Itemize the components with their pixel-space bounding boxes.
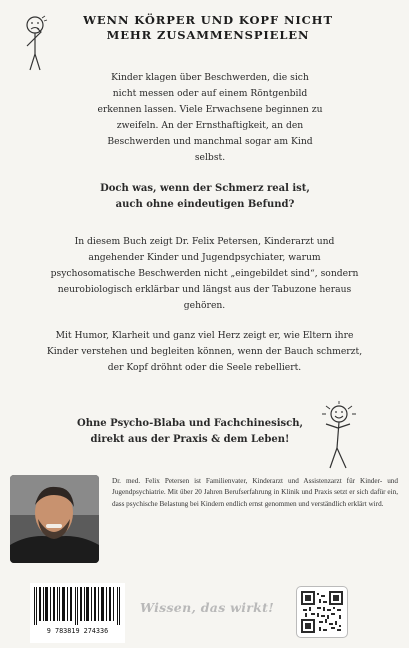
book-line: gehören. (183, 300, 226, 311)
intro-line: Beschwerden und manchmal sogar am Kind (107, 136, 313, 147)
intro-paragraph (60, 70, 360, 166)
isbn-barcode (30, 583, 125, 643)
book-line: psychosomatische Beschwerden nicht „eingebildet sind“, sondern (50, 268, 359, 279)
intro-line: selbst. (194, 152, 226, 163)
question-heading (55, 181, 355, 213)
question-line: auch ohne eindeutigen Befund? (115, 199, 295, 210)
author-photo (10, 475, 99, 563)
intro-line: erkennen lassen. Viele Erwachsene beginnen zu (97, 104, 323, 115)
author-bio: Dr. med. Felix Petersen ist Familienvater, Kinderarzt und Assistenzarzt für Kinder- und Jugendpsychiatrie. Mit über 20 Jahren Berufserfahrung in Klinik und Praxis setzt er sich dafür ein, dass psychische Belastung bei Kindern endlich ernst genommen und verständlich erklärt wird. (112, 477, 398, 508)
title-line-2: MEHR ZUSAMMENSPIELEN (106, 28, 310, 42)
intro-line: Kinder klagen über Beschwerden, die sich (111, 72, 309, 83)
question-line: Doch was, wenn der Schmerz real ist, (100, 183, 310, 194)
tagline-line: direkt aus der Praxis & dem Leben! (90, 434, 290, 445)
happy-stick-figure-icon (312, 400, 366, 472)
isbn-number: 9 783819 274336 (46, 627, 109, 635)
tagline (55, 416, 325, 448)
title-line-1: WENN KÖRPER UND KOPF NICHT (83, 13, 333, 27)
qr-code[interactable] (296, 586, 348, 638)
sad-stick-figure-icon (20, 14, 54, 74)
humor-line: der Kopf dröhnt oder die Seele rebelliert. (107, 362, 302, 373)
humor-line: Mit Humor, Klarheit und ganz viel Herz zeigt er, wie Eltern ihre (55, 330, 354, 341)
book-line: In diesem Buch zeigt Dr. Felix Petersen, Kinderarzt und (74, 236, 335, 247)
barcode-icon (34, 587, 120, 625)
publisher-slogan: Wissen, das wirkt! (139, 600, 275, 615)
book-line: angehender Kinder und Jugendpsychiater, warum (88, 252, 321, 263)
author-portrait-image (10, 475, 99, 563)
page-title (58, 13, 358, 43)
qr-code-icon (301, 591, 343, 633)
intro-line: nicht messen oder auf einem Röntgenbild (112, 88, 308, 99)
tagline-line: Ohne Psycho-Blaba und Fachchinesisch, (76, 418, 303, 429)
humor-line: Kinder verstehen und begleiten können, wenn der Bauch schmerzt, (46, 346, 363, 357)
humor-paragraph (22, 328, 387, 376)
intro-line: zweifeln. An der Ernsthaftigkeit, an den (116, 120, 304, 131)
book-paragraph (22, 234, 387, 314)
book-line: neurobiologisch erklärbar und längst aus der Tabuzone heraus (57, 284, 352, 295)
